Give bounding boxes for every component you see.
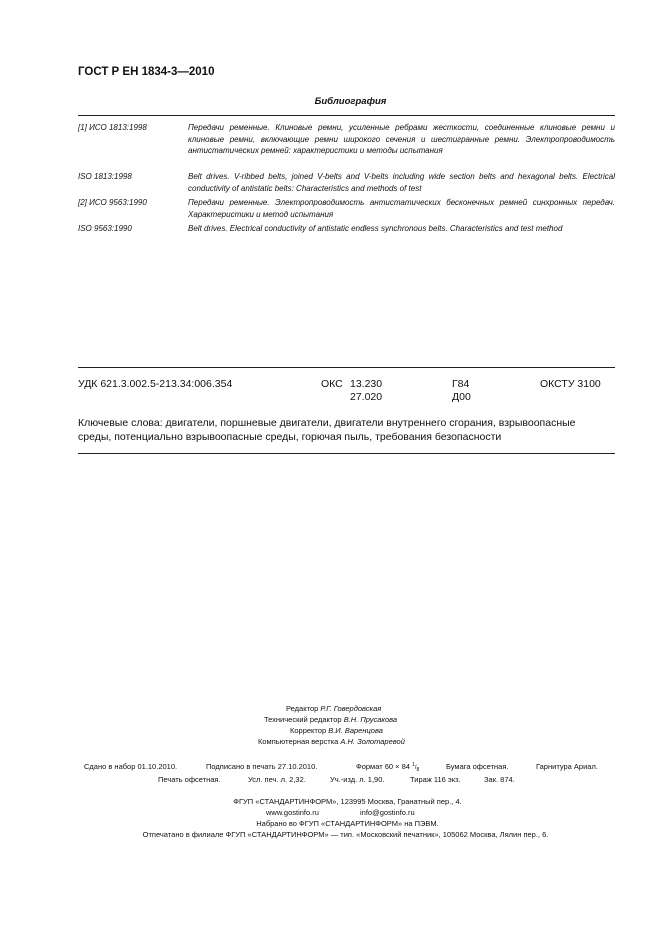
bibliography-entry bbox=[78, 171, 615, 195]
bibliography-text: Belt drives. Electrical conductivity of antistatic endless synchronous belts. Characteristics and test method bbox=[188, 224, 563, 233]
bibliography-ref: ISO 1813:1998 bbox=[78, 172, 132, 181]
credit-name: В.Н. Прусакова bbox=[343, 715, 398, 724]
set-date: Сдано в набор 01.10.2010. bbox=[84, 762, 178, 771]
bibliography-text: Передачи ременные. Клиновые ремни, усиленные ребрами жесткости, соединенные клиновые ремни и клиновые ремни, включающие ремни широкого сечения и шестигранные ремни. Электропроводимость антистатических ремней: характеристики и методы испытания bbox=[188, 123, 615, 155]
format bbox=[356, 762, 419, 773]
group-code: Д00 bbox=[452, 391, 471, 403]
bibliography-title: Библиография bbox=[314, 96, 387, 107]
printing-note: Отпечатано в филиале ФГУП «СТАНДАРТИНФОРМ» — тип. «Московский печатник», 105062 Москва, Лялин пер., 6. bbox=[142, 830, 549, 839]
print-type: Печать офсетная. bbox=[158, 775, 221, 784]
credit-name: Р.Г. Говердовская bbox=[320, 704, 382, 713]
credit-name: А.Н. Золотаревой bbox=[340, 737, 405, 746]
credit-role: Компьютерная верстка bbox=[258, 737, 339, 746]
print-sheets: Усл. печ. л. 2,32. bbox=[248, 775, 306, 784]
credits bbox=[230, 703, 560, 747]
publisher-email[interactable]: info@gostinfo.ru bbox=[360, 808, 415, 817]
paper: Бумага офсетная. bbox=[446, 762, 509, 771]
keywords-line: Ключевые слова: двигатели, поршневые двигатели, двигатели внутреннего сгорания, взрывоопасные bbox=[78, 417, 576, 429]
circulation: Тираж 116 экз. bbox=[410, 775, 461, 784]
classification-top-rule bbox=[78, 367, 615, 368]
document-code: ГОСТ Р ЕН 1834-3—2010 bbox=[78, 66, 215, 78]
group-code: Г84 bbox=[452, 378, 470, 390]
format-fraction-denominator: 8 bbox=[416, 767, 420, 774]
credit-line bbox=[230, 736, 560, 747]
publication-sheets: Уч.-изд. л. 1,90. bbox=[330, 775, 385, 784]
udk-code: УДК 621.3.002.5-213.34:006.354 bbox=[78, 378, 233, 390]
bibliography-entry bbox=[78, 197, 615, 221]
bibliography-ref: [1] ИСО 1813:1998 bbox=[78, 123, 147, 132]
okstu-code: ОКСТУ 3100 bbox=[540, 378, 601, 390]
bibliography-ref: ISO 9563:1990 bbox=[78, 224, 132, 233]
bibliography-text: Передачи ременные. Электропроводимость антистатических бесконечных ремней синхронных передач. Характеристики и метод испытания bbox=[188, 198, 615, 219]
keywords-line: среды, потенциально взрывоопасные среды, горючая пыль, требования безопасности bbox=[78, 431, 502, 443]
typeset-note: Набрано во ФГУП «СТАНДАРТИНФОРМ» на ПЭВМ. bbox=[256, 819, 439, 828]
oks-label: ОКС bbox=[321, 378, 343, 390]
signed-date: Подписано в печать 27.10.2010. bbox=[206, 762, 318, 771]
oks-code: 13.230 bbox=[350, 378, 383, 390]
publisher-website[interactable]: www.gostinfo.ru bbox=[266, 808, 319, 817]
credit-line bbox=[230, 714, 560, 725]
oks-code: 27.020 bbox=[350, 391, 383, 403]
order-number: Зак. 874. bbox=[484, 775, 515, 784]
keywords bbox=[78, 416, 615, 444]
format-fraction-numerator: 1 bbox=[412, 762, 415, 768]
credit-line bbox=[230, 725, 560, 736]
typeface: Гарнитура Ариал. bbox=[536, 762, 598, 771]
bibliography-ref: [2] ИСО 9563:1990 bbox=[78, 198, 147, 207]
format-label: Формат 60 × 84 bbox=[356, 762, 410, 771]
publisher-address: ФГУП «СТАНДАРТИНФОРМ», 123995 Москва, Гранатный пер., 4. bbox=[233, 797, 462, 806]
bibliography-text: Belt drives. V-ribbed belts, joined V-belts and V-belts including wide section belts and hexagonal belts. Electrical conductivity of antistatic belts: Characteristics and methods of test bbox=[188, 172, 615, 193]
credit-role: Корректор bbox=[290, 726, 327, 735]
format-fraction: $^1/_8$ bbox=[412, 762, 420, 774]
bibliography-top-rule bbox=[78, 115, 615, 116]
credit-role: Редактор bbox=[286, 704, 319, 713]
keywords-bottom-rule bbox=[78, 453, 615, 454]
bibliography-entry bbox=[78, 122, 615, 168]
credit-name: В.И. Варенцова bbox=[328, 726, 383, 735]
credit-role: Технический редактор bbox=[264, 715, 342, 724]
bibliography-entry bbox=[78, 223, 615, 247]
credit-line bbox=[230, 703, 560, 714]
